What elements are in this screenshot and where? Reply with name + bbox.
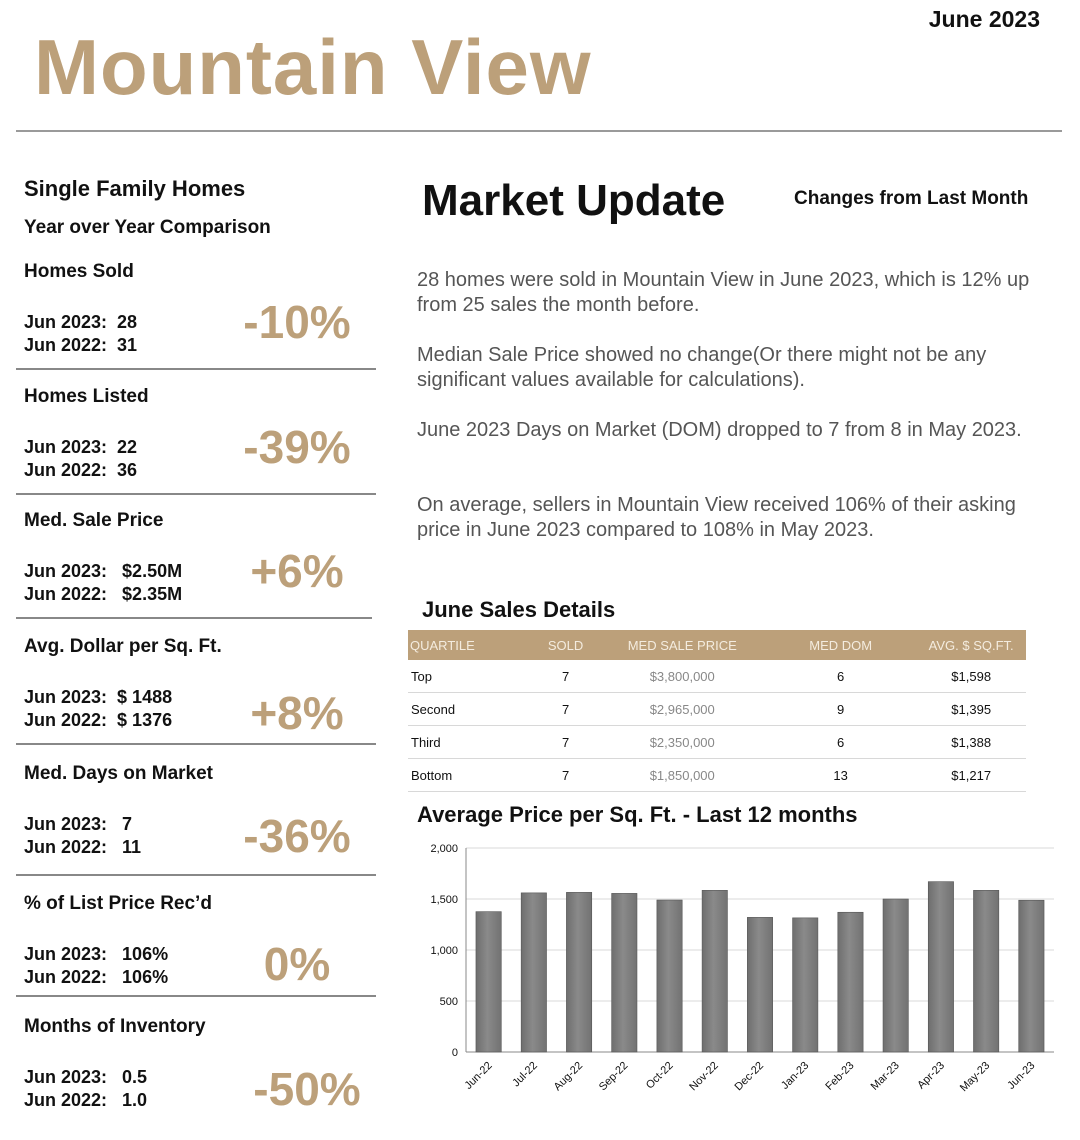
market-paragraph: On average, sellers in Mountain View received 106% of their asking price in June 2023 compared to 108% in May 2023.	[417, 494, 1016, 541]
stat-previous: Jun 2022: 36	[24, 460, 138, 480]
table-cell: $3,800,000	[600, 660, 765, 693]
chart-bar	[883, 899, 908, 1052]
table-cell: 6	[765, 660, 916, 693]
table-cell: Bottom	[408, 759, 532, 792]
stat-previous: Jun 2022: 106%	[24, 967, 169, 987]
x-tick-label: Feb-23	[823, 1059, 857, 1093]
table-cell: 9	[765, 693, 916, 726]
stat-homes-sold	[16, 261, 376, 385]
table-cell: 7	[532, 759, 600, 792]
chart-bar	[838, 912, 863, 1052]
stat-previous: Jun 2022: $ 1376	[24, 710, 173, 730]
y-tick-label: 0	[451, 1047, 458, 1059]
stat-current: Jun 2023: $ 1488	[24, 687, 173, 707]
x-tick-label: Oct-22	[643, 1059, 676, 1092]
table-row	[408, 759, 1026, 792]
sales-table	[408, 630, 1026, 792]
stat-change: -39%	[243, 421, 351, 473]
x-tick-label: May-23	[957, 1059, 993, 1095]
section-title: Single Family Homes	[24, 176, 246, 201]
table-cell: Top	[408, 660, 532, 693]
market-update-title: Market Update	[422, 176, 726, 225]
x-tick-label: Jan-23	[779, 1059, 812, 1092]
x-tick-label: Apr-23	[915, 1059, 948, 1092]
table-cell: $1,598	[916, 660, 1026, 693]
stat-current: Jun 2023: $2.50M	[24, 561, 183, 581]
table-cell: $2,350,000	[600, 726, 765, 759]
stat-current: Jun 2023: 7	[24, 814, 133, 834]
chart-bar	[702, 890, 727, 1052]
stat-label: % of List Price Rec’d	[24, 893, 212, 914]
stat-change: +8%	[250, 687, 344, 739]
stat-label: Homes Sold	[24, 261, 134, 282]
stat-current: Jun 2023: 0.5	[24, 1067, 148, 1087]
y-tick-label: 2,000	[430, 843, 458, 855]
chart-bar	[566, 892, 591, 1052]
column-header: SOLD	[532, 630, 600, 660]
stat-med-days-on-market	[16, 763, 376, 887]
chart-bar	[657, 900, 682, 1052]
table-cell: 6	[765, 726, 916, 759]
stat-change: -36%	[243, 810, 351, 862]
column-header: AVG. $ SQ.FT.	[916, 630, 1026, 660]
y-tick-label: 500	[439, 996, 458, 1008]
table-row	[408, 660, 1026, 693]
table-cell: 7	[532, 726, 600, 759]
stat-change: -50%	[253, 1063, 361, 1115]
stat-current: Jun 2023: 28	[24, 312, 138, 332]
chart-bar	[521, 893, 546, 1052]
x-tick-label: Jun-22	[462, 1059, 495, 1092]
market-paragraph: June 2023 Days on Market (DOM) dropped to 7 from 8 in May 2023.	[417, 419, 1022, 441]
chart-bar	[476, 912, 501, 1052]
stat-list-price-received	[16, 893, 376, 1017]
table-cell: $1,850,000	[600, 759, 765, 792]
stat-current: Jun 2023: 22	[24, 437, 138, 457]
stat-months-of-inventory	[16, 1016, 376, 1140]
stat-label: Avg. Dollar per Sq. Ft.	[24, 636, 222, 657]
stat-change: -10%	[243, 296, 351, 348]
stat-previous: Jun 2022: 11	[24, 837, 142, 857]
stat-divider	[16, 995, 376, 997]
table-cell: 7	[532, 660, 600, 693]
x-tick-label: Jun-23	[1005, 1059, 1038, 1092]
stat-divider	[16, 874, 376, 876]
stat-avg-dollar-sqft	[16, 636, 376, 760]
stat-label: Med. Sale Price	[24, 510, 164, 531]
y-tick-label: 1,000	[430, 945, 458, 957]
stat-med-sale-price	[16, 510, 376, 634]
table-cell: Second	[408, 693, 532, 726]
x-tick-label: Mar-23	[868, 1059, 902, 1093]
chart-title: Average Price per Sq. Ft. - Last 12 months	[417, 802, 858, 827]
chart-bar	[793, 918, 818, 1052]
table-cell: $1,395	[916, 693, 1026, 726]
chart-bar	[1019, 900, 1044, 1052]
chart-bar	[747, 917, 772, 1052]
stat-previous: Jun 2022: $2.35M	[24, 584, 183, 604]
stat-label: Med. Days on Market	[24, 763, 213, 784]
stat-label: Months of Inventory	[24, 1016, 206, 1037]
x-tick-label: Jul-22	[510, 1059, 540, 1090]
chart-bar	[612, 893, 637, 1052]
x-tick-label: Sep-22	[596, 1059, 631, 1094]
stat-current: Jun 2023: 106%	[24, 944, 169, 964]
stat-label: Homes Listed	[24, 386, 149, 407]
stat-previous: Jun 2022: 1.0	[24, 1090, 148, 1110]
report-date: June 2023	[928, 6, 1040, 32]
table-cell: $2,965,000	[600, 693, 765, 726]
stat-divider	[16, 743, 376, 745]
table-cell: Third	[408, 726, 532, 759]
table-row	[408, 726, 1026, 759]
table-cell: 13	[765, 759, 916, 792]
stat-divider	[16, 617, 372, 619]
x-tick-label: Nov-22	[687, 1059, 721, 1094]
changes-label: Changes from Last Month	[794, 188, 1029, 209]
chart-bar	[973, 890, 998, 1052]
table-cell: $1,217	[916, 759, 1026, 792]
table-cell: $1,388	[916, 726, 1026, 759]
stat-change: +6%	[250, 545, 344, 597]
stat-previous: Jun 2022: 31	[24, 335, 138, 355]
y-tick-label: 1,500	[430, 894, 458, 906]
stat-divider	[16, 493, 376, 495]
column-header: MED DOM	[765, 630, 916, 660]
price-per-sqft-chart	[408, 836, 1068, 1106]
column-header: MED SALE PRICE	[600, 630, 765, 660]
stat-change: 0%	[263, 938, 331, 990]
column-header: QUARTILE	[408, 630, 532, 660]
stat-divider	[16, 368, 376, 370]
city-title: Mountain View	[34, 23, 592, 111]
stat-homes-listed	[16, 386, 376, 510]
table-row	[408, 693, 1026, 726]
chart-bar	[928, 882, 953, 1052]
table-cell: 7	[532, 693, 600, 726]
sales-table-title: June Sales Details	[422, 597, 616, 622]
market-paragraph: 28 homes were sold in Mountain View in June 2023, which is 12% up from 25 sales the month before.	[417, 269, 1030, 316]
section-subtitle: Year over Year Comparison	[24, 217, 271, 238]
x-tick-label: Aug-22	[551, 1059, 586, 1094]
x-tick-label: Dec-22	[732, 1059, 767, 1094]
table-header-row	[408, 630, 1026, 660]
market-paragraph: Median Sale Price showed no change(Or there might not be any significant values available for calculations).	[417, 344, 987, 391]
header-divider	[16, 130, 1062, 132]
